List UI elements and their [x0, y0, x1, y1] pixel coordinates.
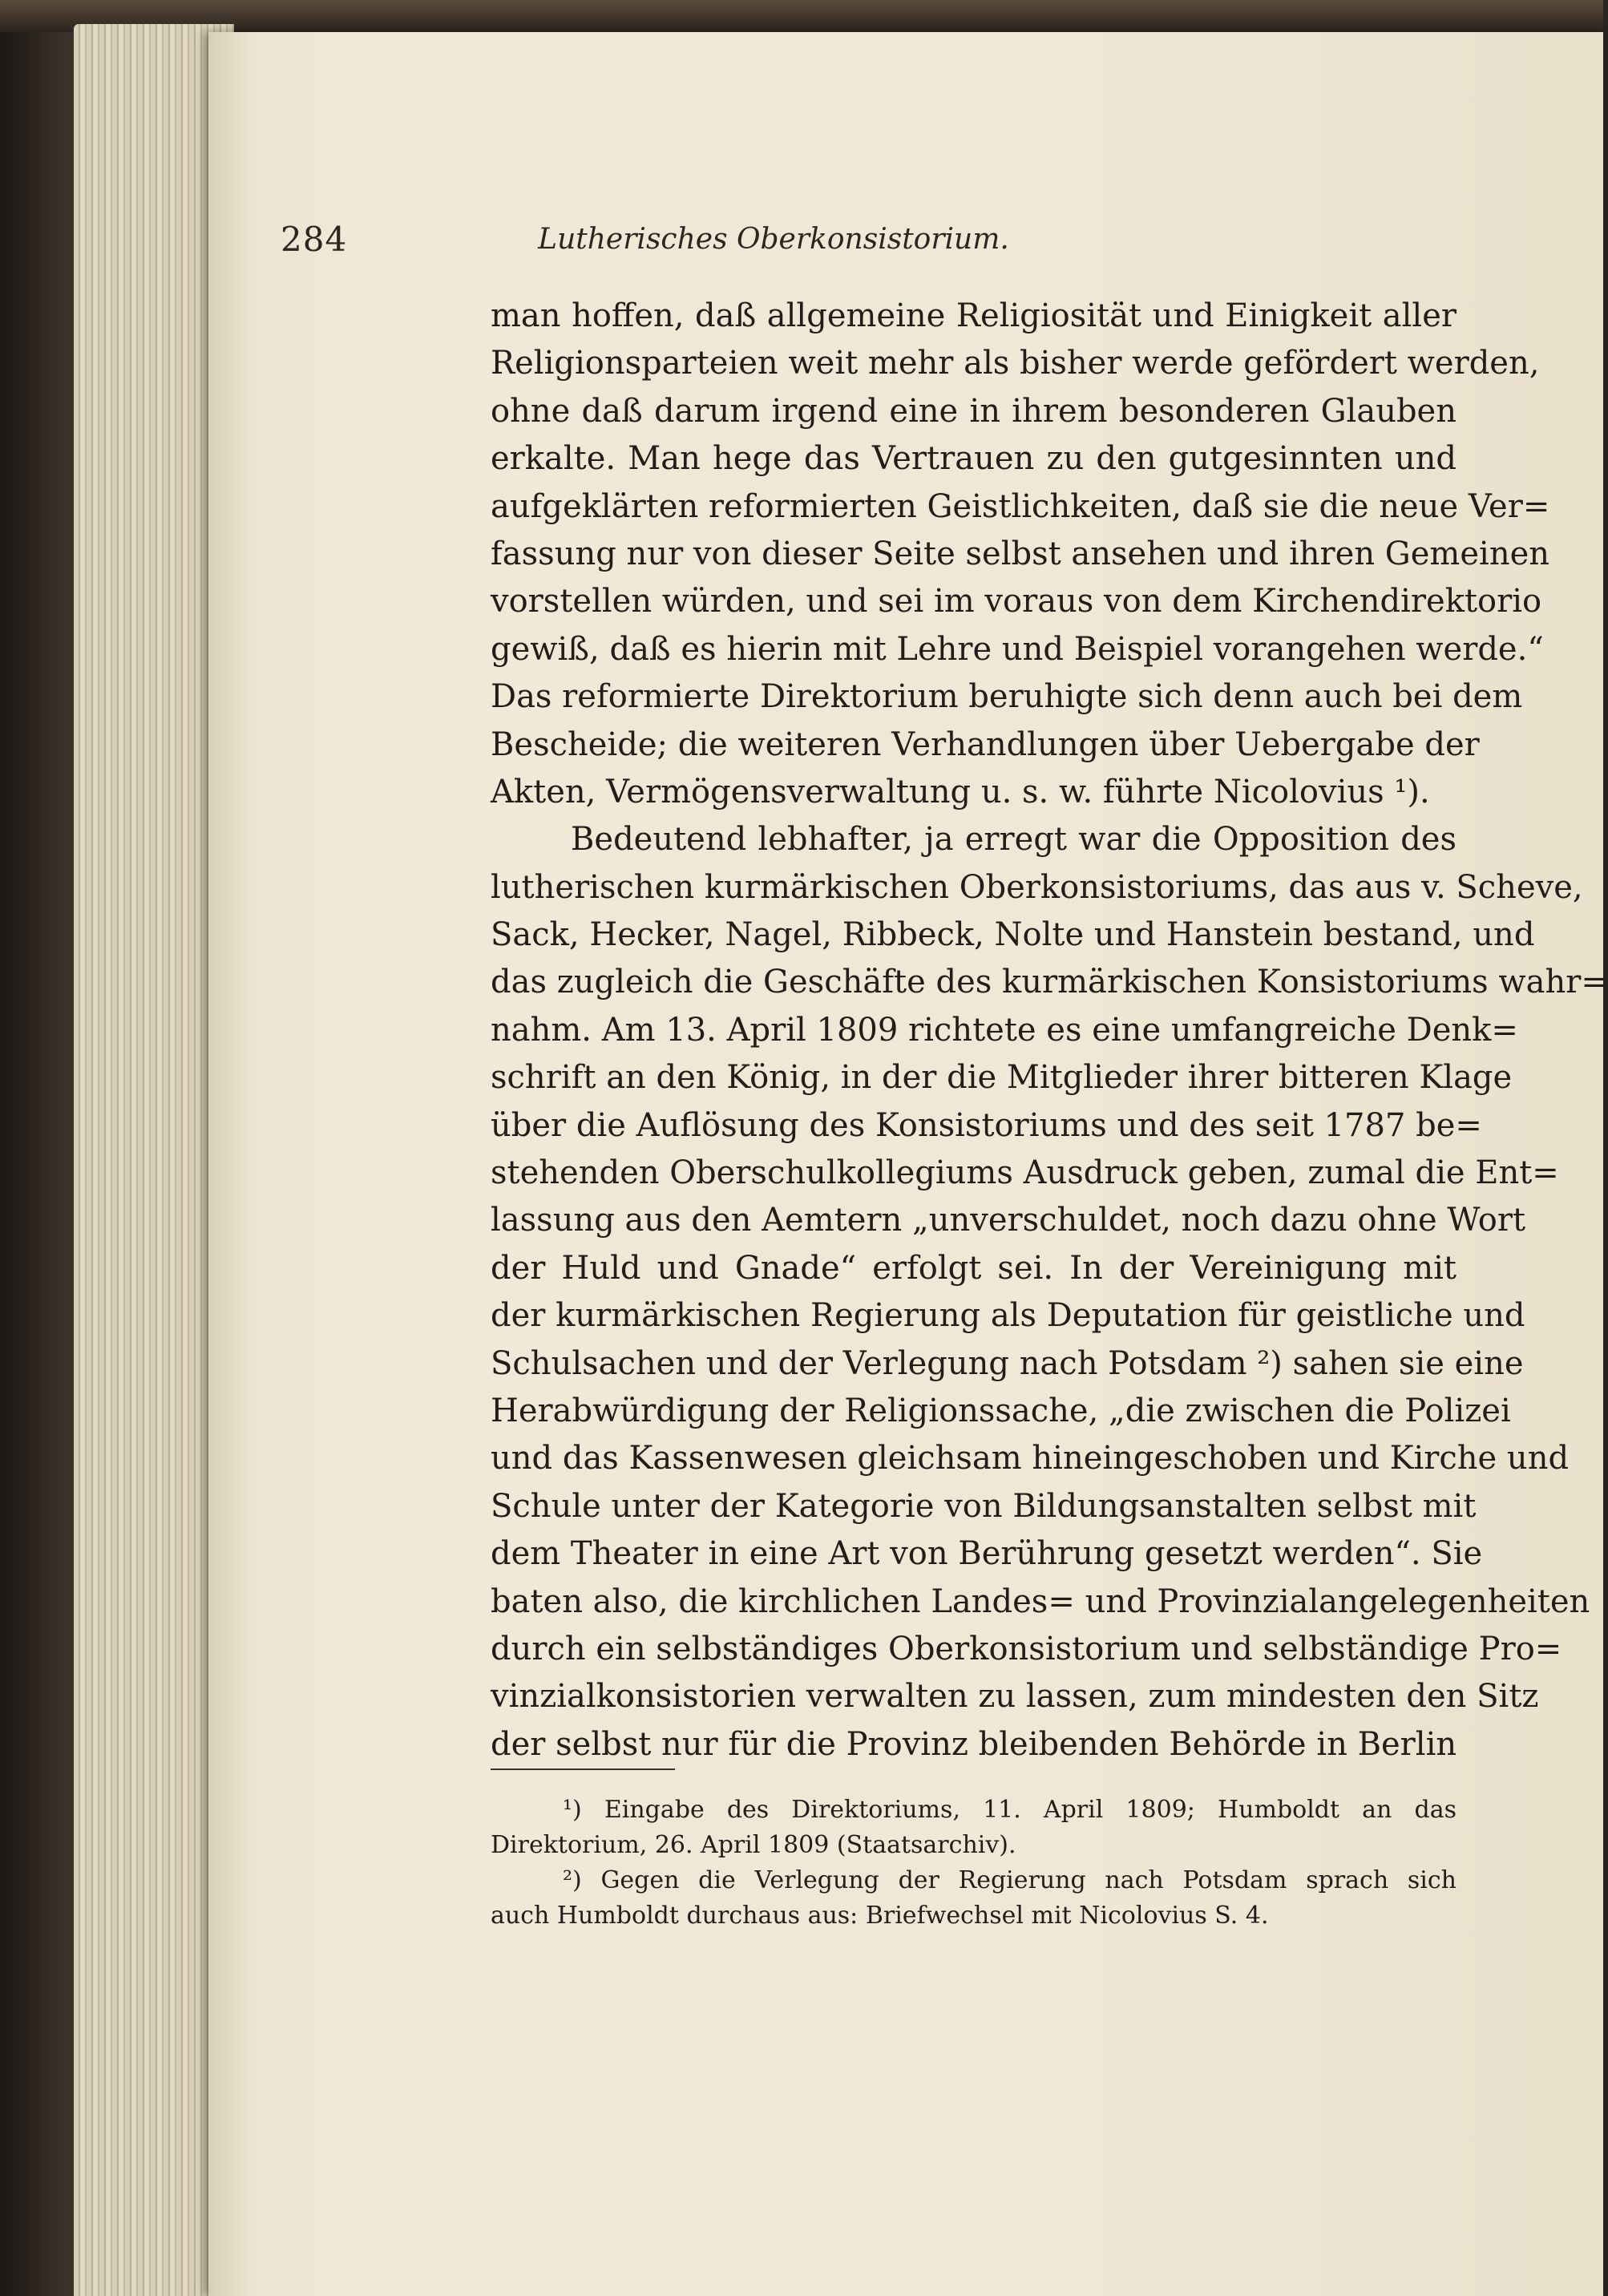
footnote-line: ¹) Eingabe des Direktoriums, 11. April 1809; Humboldt an das [563, 1796, 1456, 1824]
text-line: Das reformierte Direktorium beruhigte sich denn auch bei dem [491, 678, 1523, 716]
running-head [281, 220, 1459, 268]
text-line: Akten, Vermögensverwaltung u. s. w. führte Nicolovius ¹). [491, 773, 1430, 810]
text-line: erkalte. Man hege das Vertrauen zu den gutgesinnten und [491, 440, 1456, 478]
text-line: stehenden Oberschulkollegiums Ausdruck geben, zumal die Ent= [491, 1154, 1559, 1192]
text-line: vorstellen würden, und sei im voraus von dem Kirchendirektorio [491, 583, 1542, 620]
running-head-title: Lutherisches Oberkonsistorium. [538, 223, 1009, 256]
text-line: dem Theater in eine Art von Berührung gesetzt werden“. Sie [491, 1535, 1483, 1573]
text-line: Schule unter der Kategorie von Bildungsanstalten selbst mit [491, 1487, 1477, 1525]
text-line: gewiß, daß es hierin mit Lehre und Beispiel vorangehen werde.“ [491, 630, 1544, 668]
text-line: Sack, Hecker, Nagel, Ribbeck, Nolte und Hanstein bestand, und [491, 916, 1535, 954]
text-line: und das Kassenwesen gleichsam hineingeschoben und Kirche und [491, 1440, 1570, 1477]
text-line: das zugleich die Geschäfte des kurmärkischen Konsistoriums wahr= [491, 964, 1608, 1001]
page-number: 284 [281, 220, 348, 259]
text-line: der selbst nur für die Provinz bleibenden Behörde in Berlin [491, 1725, 1457, 1763]
text-line: der Huld und Gnade“ erfolgt sei. In der Vereinigung mit [491, 1249, 1456, 1287]
footnote-line: auch Humboldt durchaus aus: Briefwechsel mit Nicolovius S. 4. [491, 1902, 1269, 1930]
body-text [491, 293, 1608, 1768]
footnote-line: ²) Gegen die Verlegung der Regierung nach Potsdam sprach sich [563, 1866, 1456, 1894]
text-line: Herabwürdigung der Religionssache, „die zwischen die Polizei [491, 1392, 1511, 1429]
footnotes [491, 1793, 1456, 1934]
text-line: vinzialkonsistorien verwalten zu lassen, zum mindesten den Sitz [491, 1678, 1539, 1716]
text-line: aufgeklärten reformierten Geistlichkeiten, daß sie die neue Ver= [491, 487, 1550, 525]
text-line: nahm. Am 13. April 1809 richtete es eine umfangreiche Denk= [491, 1011, 1518, 1049]
text-line: lassung aus den Aemtern „unverschuldet, noch dazu ohne Wort [491, 1202, 1526, 1239]
text-line: Schulsachen und der Verlegung nach Potsdam ²) sahen sie eine [491, 1344, 1524, 1382]
text-line: baten also, die kirchlichen Landes= und Provinzialangelegenheiten [491, 1583, 1590, 1620]
text-line: Religionsparteien weit mehr als bisher werde gefördert werden, [491, 345, 1540, 382]
text-line: schrift an den König, in der die Mitglieder ihrer bitteren Klage [491, 1059, 1513, 1097]
text-line: ohne daß darum irgend eine in ihrem besonderen Glauben [491, 392, 1456, 430]
footnote-divider [491, 1768, 675, 1770]
text-line: der kurmärkischen Regierung als Deputation für geistliche und [491, 1297, 1525, 1335]
cover-top-edge [0, 0, 1603, 32]
footnote-line: Direktorium, 26. April 1809 (Staatsarchiv). [491, 1831, 1016, 1859]
text-line: durch ein selbständiges Oberkonsistorium und selbständige Pro= [491, 1630, 1562, 1667]
text-line: fassung nur von dieser Seite selbst ansehen und ihren Gemeinen [491, 535, 1550, 572]
text-line: über die Auflösung des Konsistoriums und des seit 1787 be= [491, 1106, 1482, 1144]
text-line: Bescheide; die weiteren Verhandlungen über Uebergabe der [491, 726, 1480, 763]
text-line: Bedeutend lebhafter, ja erregt war die Opposition des [571, 821, 1456, 859]
text-line: lutherischen kurmärkischen Oberkonsistoriums, das aus v. Scheve, [491, 868, 1583, 906]
text-line: man hoffen, daß allgemeine Religiosität und Einigkeit aller [491, 297, 1456, 334]
